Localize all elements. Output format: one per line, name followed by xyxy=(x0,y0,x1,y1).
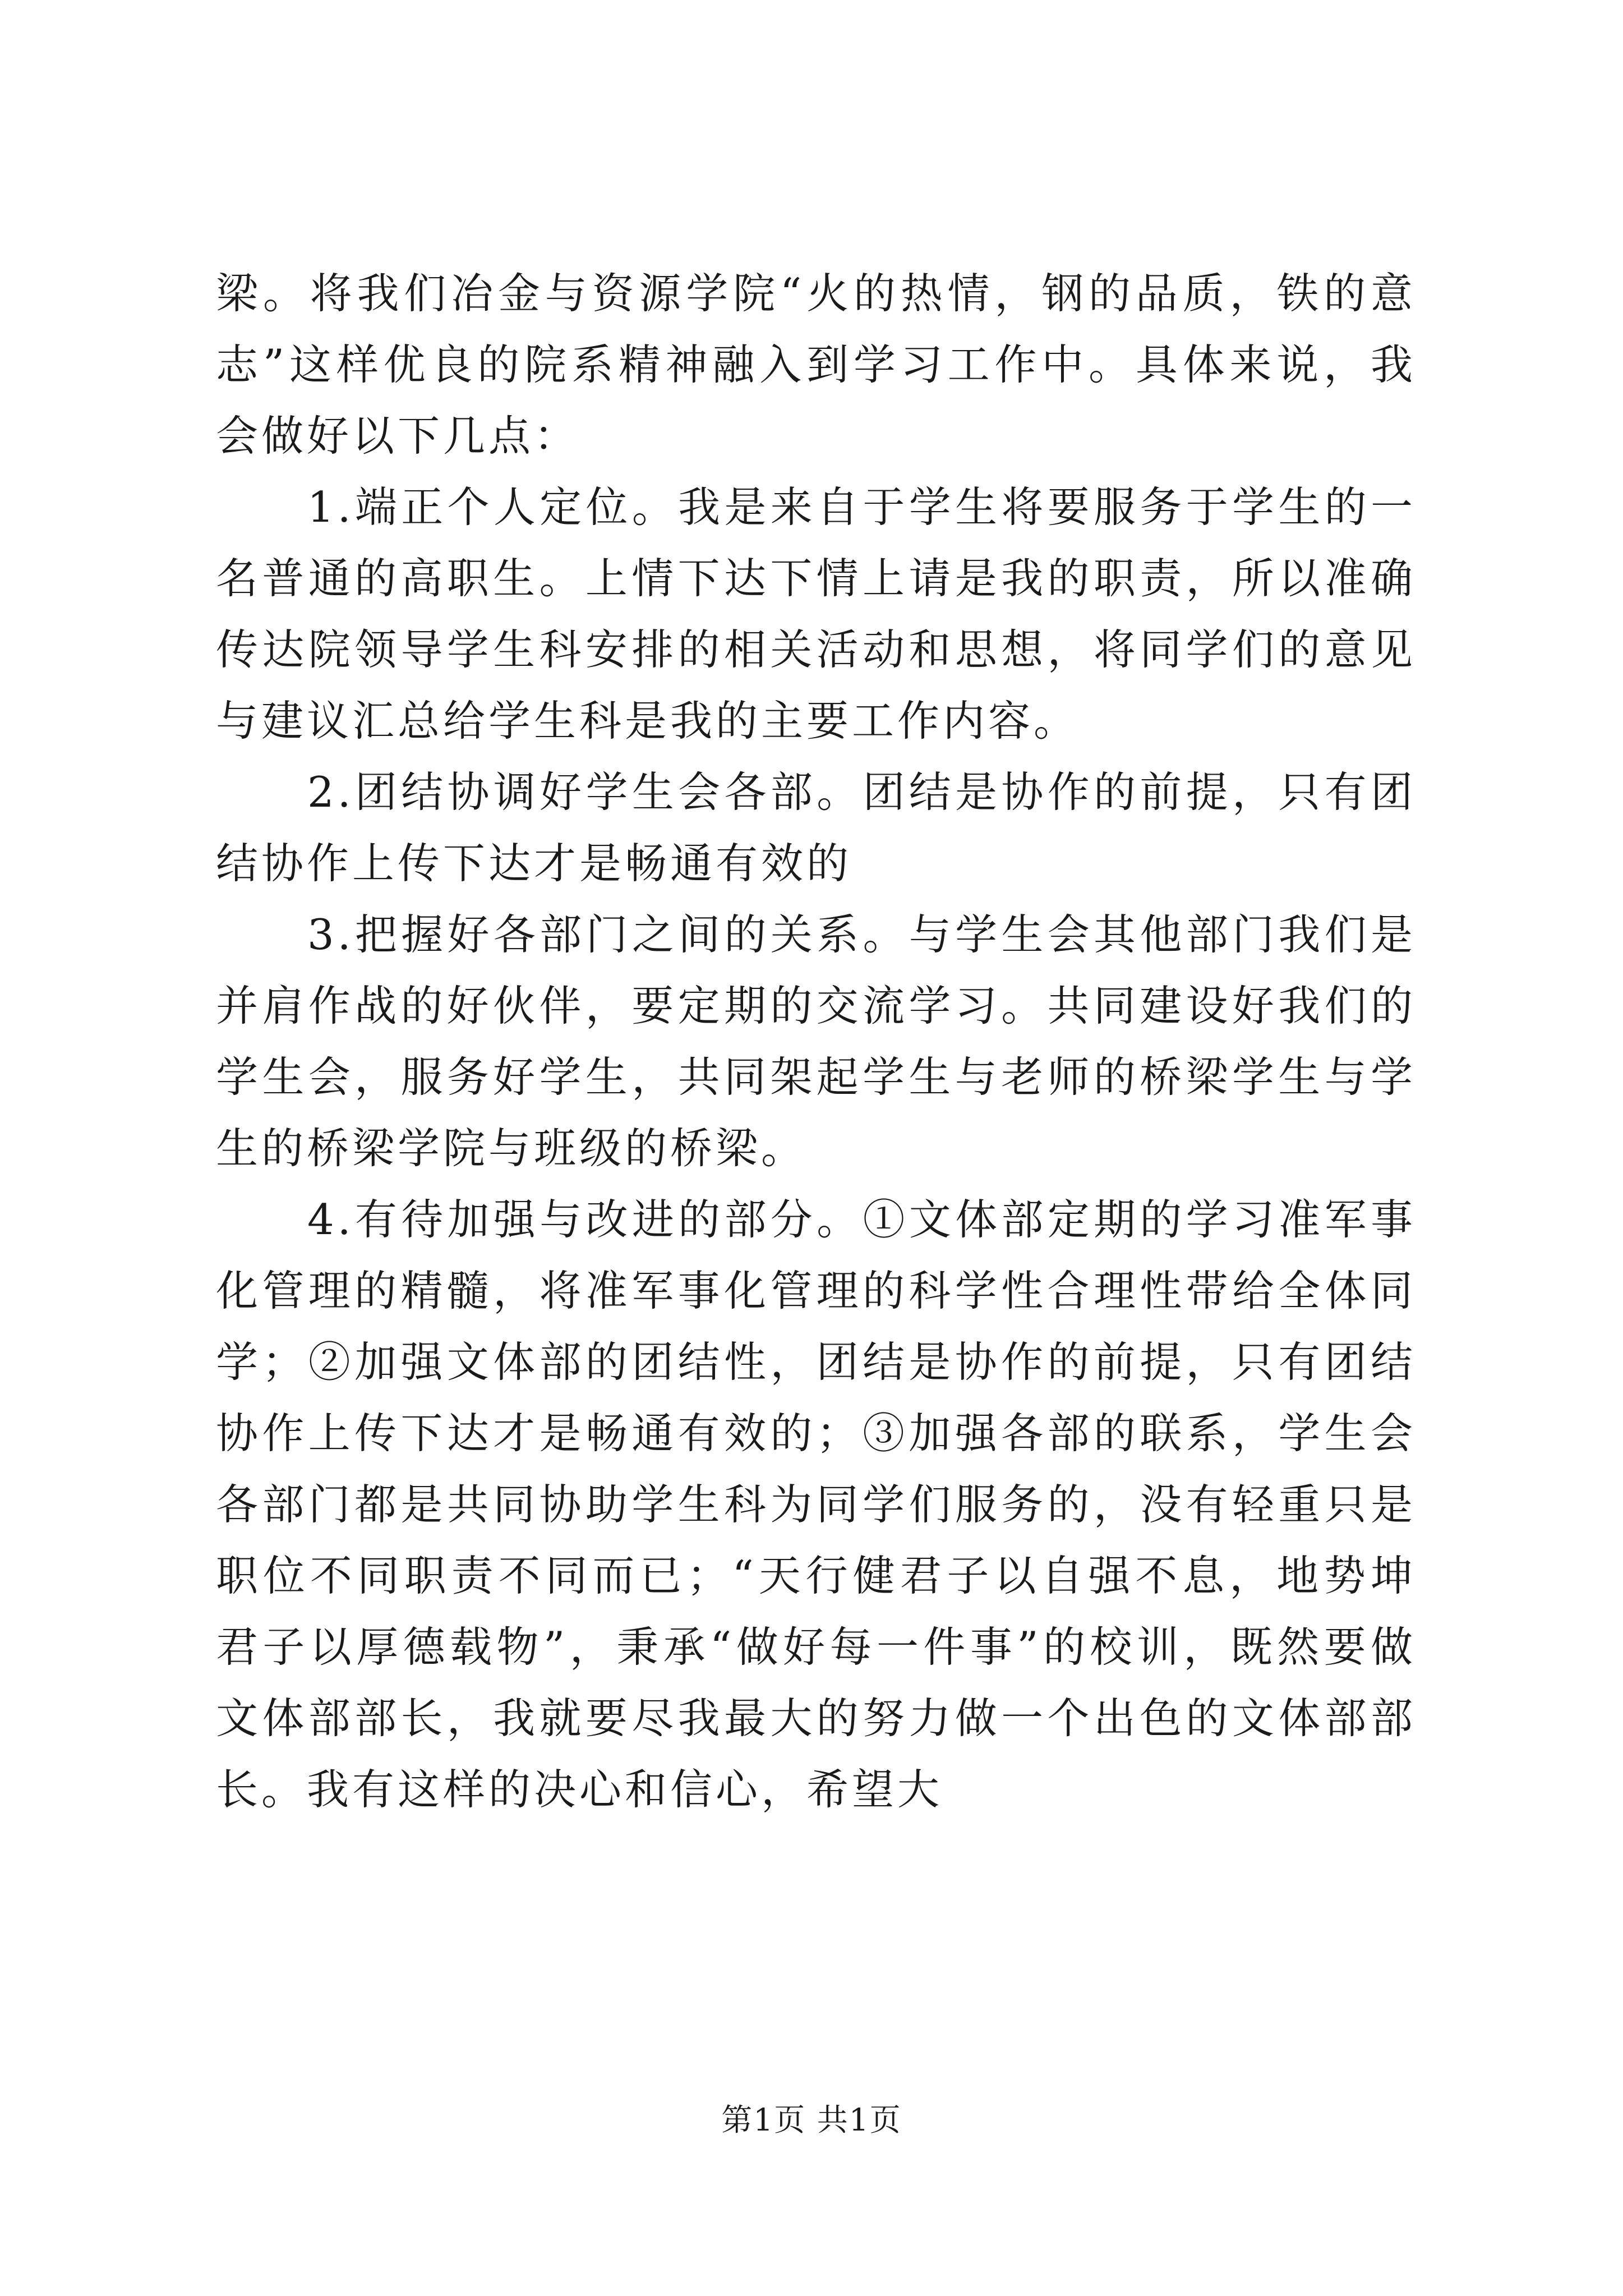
page-footer: 第1页 共1页 xyxy=(721,2102,902,2138)
paragraph-point-4: 4.有待加强与改进的部分。①文体部定期的学习准军事化管理的精髓，将准军事化管理的科学性合理性带给全体同学；②加强文体部的团结性，团结是协作的前提，只有团结协作上传下达才是畅通有效的；③加强各部的联系，学生会各部门都是共同协助学生科为同学们服务的，没有轻重只是职位不同职责不同而已；“天行健君子以自强不息，地势坤君子以厚德载物”，秉承“做好每一件事”的校训，既然要做文体部部长，我就要尽我最大的努力做一个出色的文体部部长。我有这样的决心和信心，希望大 xyxy=(216,1195,1416,1814)
document-body xyxy=(216,258,1416,1825)
paragraph-point-3: 3.把握好各部门之间的关系。与学生会其他部门我们是并肩作战的好伙伴，要定期的交流学习。共同建设好我们的学生会，服务好学生，共同架起学生与老师的桥梁学生与学生的桥梁学院与班级的桥梁。 xyxy=(216,910,1416,1173)
paragraph-intro: 梁。将我们冶金与资源学院“火的热情，钢的品质，铁的意志”这样优良的院系精神融入到学习工作中。具体来说，我会做好以下几点： xyxy=(216,269,1416,461)
paragraph-point-1: 1.端正个人定位。我是来自于学生将要服务于学生的一名普通的高职生。上情下达下情上请是我的职责，所以准确传达院领导学生科安排的相关活动和思想，将同学们的意见与建议汇总给学生科是我的主要工作内容。 xyxy=(216,482,1416,746)
paragraph-point-2: 2.团结协调好学生会各部。团结是协作的前提，只有团结协作上传下达才是畅通有效的 xyxy=(216,767,1416,888)
